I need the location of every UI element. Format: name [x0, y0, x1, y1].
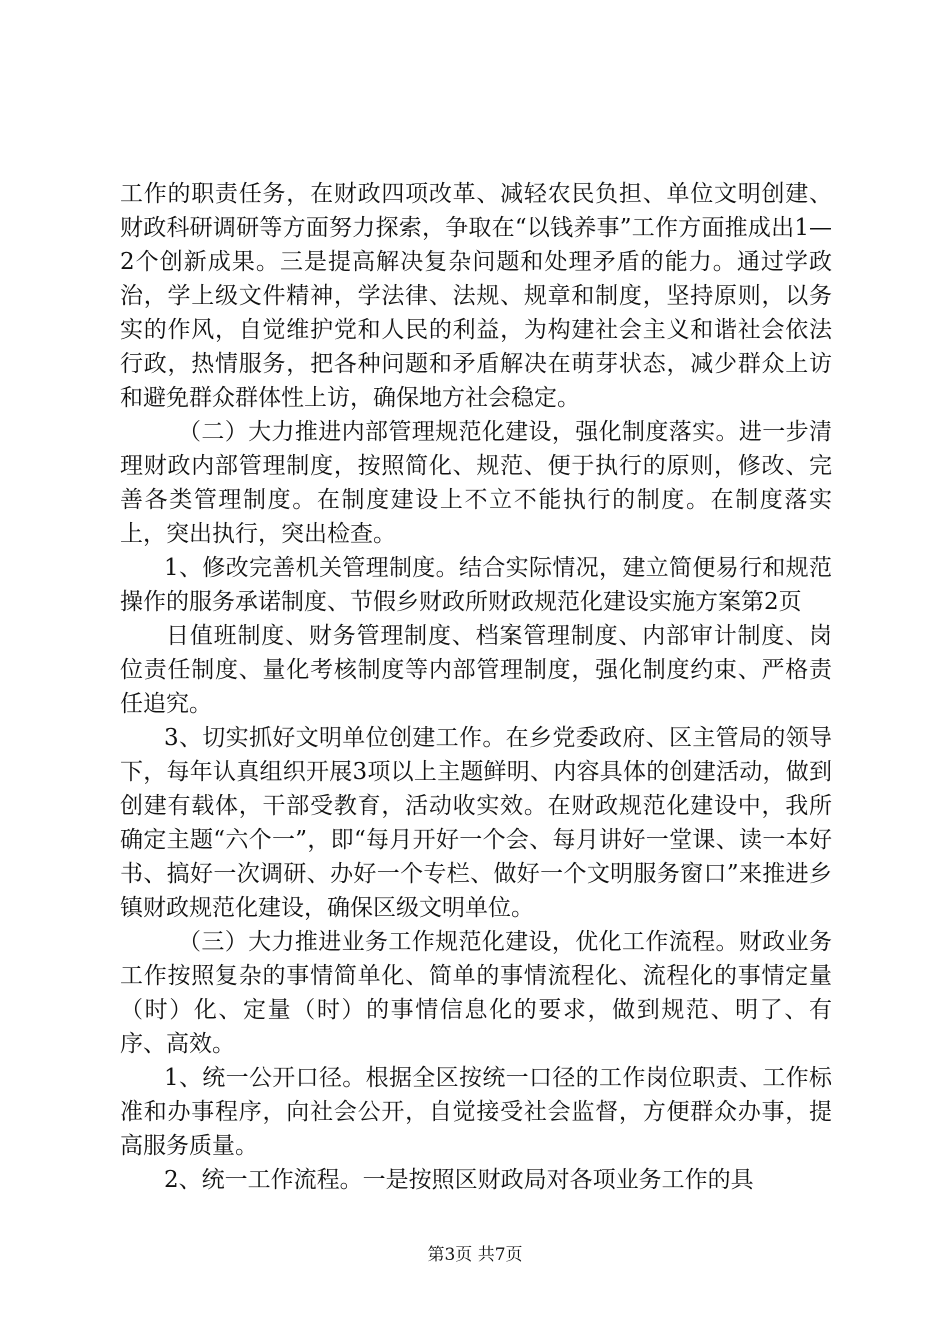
paragraph-section-three: （三）大力推进业务工作规范化建设，优化工作流程。财政业务工作按照复杂的事情简单化、简单的事情流程化、流程化的事情定量（时）化、定量（时）的事情信息化的要求，做到规范、明了、有序、高效。 — [120, 929, 832, 1057]
paragraph-duty-system: 日值班制度、财务管理制度、档案管理制度、内部审计制度、岗位责任制度、量化考核制度等内部管理制度，强化制度约束、严格责任追究。 — [120, 623, 832, 717]
paragraph-section-two: （二）大力推进内部管理规范化建设，强化制度落实。进一步清理财政内部管理制度，按照简化、规范、便于执行的原则，修改、完善各类管理制度。在制度建设上不立不能执行的制度。在制度落实上，突出执行，突出检查。 — [120, 419, 832, 547]
paragraph-item-civilized-unit: 3、切实抓好文明单位创建工作。在乡党委政府、区主管局的领导下，每年认真组织开展3项以上主题鲜明、内容具体的创建活动，做到创建有载体，干部受教育，活动收实效。在财政规范化建设中，我所确定主题“六个一”，即“每月开好一个会、每月讲好一堂课、读一本好书、搞好一次调研、办好一个专栏、做好一个文明服务窗口”来推进乡镇财政规范化建设，确保区级文明单位。 — [120, 725, 832, 921]
page-footer: 第3页 共7页 — [427, 1245, 523, 1265]
paragraph-item-workflow: 2、统一工作流程。一是按照区财政局对各项业务工作的具 — [164, 1167, 754, 1193]
paragraph-duties: 工作的职责任务，在财政四项改革、减轻农民负担、单位文明创建、财政科研调研等方面努力探索，争取在“以钱养事”工作方面推成出1—2个创新成果。三是提高解决复杂问题和处理矛盾的能力。通过学政治，学上级文件精神，学法律、法规、规章和制度，坚持原则，以务实的作风，自觉维护党和人民的利益，为构建社会主义和谐社会依法行政，热情服务，把各种问题和矛盾解决在萌芽状态，减少群众上访和避免群众群体性上访，确保地方社会稳定。 — [120, 181, 832, 411]
paragraph-item-public-caliber: 1、统一公开口径。根据全区按统一口径的工作岗位职责、工作标准和办事程序，向社会公开，自觉接受社会监督，方便群众办事，提高服务质量。 — [120, 1065, 832, 1159]
document-body — [120, 177, 832, 1197]
paragraph-item-revise-rules: 1、修改完善机关管理制度。结合实际情况，建立简便易行和规范操作的服务承诺制度、节假乡财政所财政规范化建设实施方案第2页 — [120, 555, 832, 615]
